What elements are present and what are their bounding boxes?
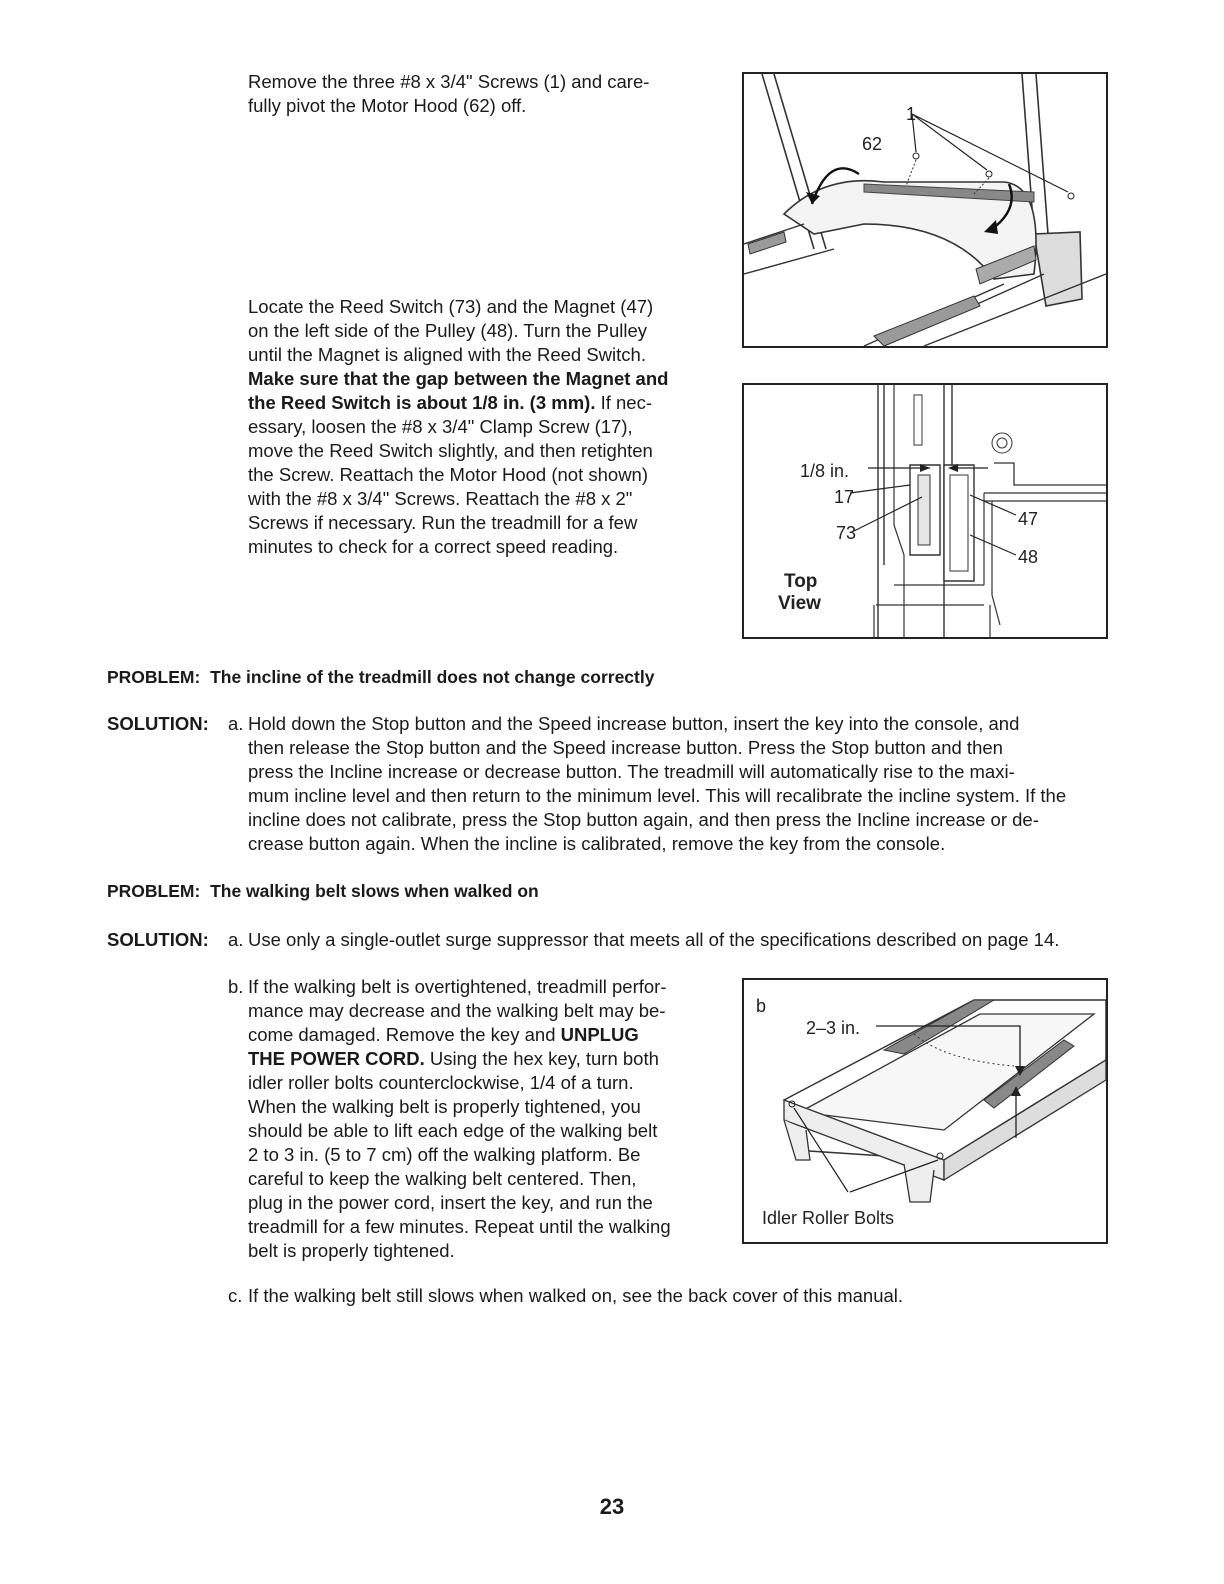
idler-roller-bolts-caption: Idler Roller Bolts xyxy=(762,1208,895,1228)
solution-line: treadmill for a few minutes. Repeat until the walking xyxy=(248,1216,671,1237)
solution-line: then release the Stop button and the Speed increase button. Press the Stop button and then xyxy=(248,737,1003,758)
solution-mixed-line xyxy=(248,1023,718,1047)
solution-line: 2 to 3 in. (5 to 7 cm) off the walking platform. Be xyxy=(248,1144,641,1165)
solution-line: crease button again. When the incline is calibrated, remove the key from the console. xyxy=(248,833,946,854)
solution-line: idler roller bolts counterclockwise, 1/4 of a turn. xyxy=(248,1072,634,1093)
solution-marker: c. xyxy=(228,1285,243,1306)
belt-tension-figure xyxy=(742,978,1108,1244)
problem-1 xyxy=(107,666,654,688)
solution-line: belt is properly tightened. xyxy=(248,1240,455,1261)
step2-line: with the #8 x 3/4" Screws. Reattach the #8 x 2" xyxy=(248,488,633,509)
problem-2 xyxy=(107,880,539,902)
solution-line: mum incline level and then return to the minimum level. This will recalibrate the incline system. If the xyxy=(248,785,1067,806)
solution-label: SOLUTION: xyxy=(107,929,209,950)
step2-line: essary, loosen the #8 x 3/4" Clamp Screw (17), xyxy=(248,416,633,437)
solution-line: should be able to lift each edge of the walking belt xyxy=(248,1120,658,1141)
step2-warning-line: the Reed Switch is about 1/8 in. (3 mm). xyxy=(248,392,596,413)
solution-line: press the Incline increase or decrease button. The treadmill will automatically rise to the maxi- xyxy=(248,761,1015,782)
solution-marker: a. xyxy=(228,929,244,950)
solution-marker: b. xyxy=(228,976,244,997)
solution-line: plug in the power cord, insert the key, and run the xyxy=(248,1192,653,1213)
problem-title: The incline of the treadmill does not change correctly xyxy=(210,667,655,687)
step2-mixed-line xyxy=(248,391,718,415)
solution-line: If the walking belt is overtightened, treadmill perfor- xyxy=(248,976,667,997)
reed-switch-figure xyxy=(742,383,1108,639)
solution-mixed-line xyxy=(248,1047,718,1071)
pulley-label-48: 48 xyxy=(1018,547,1039,567)
unplug-warning: UNPLUG xyxy=(560,1024,639,1045)
top-view-label: View xyxy=(778,593,821,614)
step2-line: until the Magnet is aligned with the Reed Switch. xyxy=(248,344,646,365)
solution-marker: a. xyxy=(228,713,244,734)
step2-line: Locate the Reed Switch (73) and the Magnet (47) xyxy=(248,296,654,317)
gap-label: 1/8 in. xyxy=(800,461,850,481)
solution-line: When the walking belt is properly tightened, you xyxy=(248,1096,641,1117)
solution-line: careful to keep the walking belt centered. Then, xyxy=(248,1168,637,1189)
page-number: 23 xyxy=(599,1494,625,1519)
solution-line: mance may decrease and the walking belt may be- xyxy=(248,1000,666,1021)
step2-text xyxy=(248,295,718,559)
step2-line-tail: If nec- xyxy=(595,392,653,413)
magnet-label-47: 47 xyxy=(1018,509,1039,529)
motor-hood-figure xyxy=(742,72,1108,348)
clamp-screw-label-17: 17 xyxy=(834,487,855,507)
figure-letter: b xyxy=(756,996,767,1016)
solution-2a-text: Use only a single-outlet surge suppressor that meets all of the specifications described on page 14. xyxy=(248,929,1060,950)
step2-line: the Screw. Reattach the Motor Hood (not shown) xyxy=(248,464,649,485)
problem-label: PROBLEM: xyxy=(107,881,201,901)
solution-1-text xyxy=(248,712,1128,856)
step1-text xyxy=(248,70,718,118)
solution-line: incline does not calibrate, press the Stop button again, and then press the Incline increase or de- xyxy=(248,809,1039,830)
power-cord-warning: THE POWER CORD. xyxy=(248,1048,425,1069)
step1-line: Remove the three #8 x 3/4" Screws (1) and care- xyxy=(248,71,650,92)
step1-line: fully pivot the Motor Hood (62) off. xyxy=(248,95,527,116)
solution-2c-text: If the walking belt still slows when walked on, see the back cover of this manual. xyxy=(248,1285,904,1306)
problem-title: The walking belt slows when walked on xyxy=(210,881,539,901)
belt-lift-measure: 2–3 in. xyxy=(806,1018,861,1038)
screw-label-1: 1 xyxy=(906,104,917,124)
step2-line: Screws if necessary. Run the treadmill for a few xyxy=(248,512,638,533)
step2-line: minutes to check for a correct speed reading. xyxy=(248,536,619,557)
reed-switch-label-73: 73 xyxy=(836,523,857,543)
solution-2b-text xyxy=(248,975,718,1263)
hood-label-62: 62 xyxy=(862,134,883,154)
step2-line: on the left side of the Pulley (48). Turn the Pulley xyxy=(248,320,648,341)
solution-line: Hold down the Stop button and the Speed increase button, insert the key into the console, and xyxy=(248,713,1020,734)
problem-label: PROBLEM: xyxy=(107,667,201,687)
step2-line: move the Reed Switch slightly, and then retighten xyxy=(248,440,653,461)
step2-warning-line: Make sure that the gap between the Magnet and xyxy=(248,368,669,389)
solution-line-part: Using the hex key, turn both xyxy=(424,1048,659,1069)
solution-label: SOLUTION: xyxy=(107,713,209,734)
top-view-label: Top xyxy=(784,571,818,592)
solution-line-part: come damaged. Remove the key and xyxy=(248,1024,561,1045)
